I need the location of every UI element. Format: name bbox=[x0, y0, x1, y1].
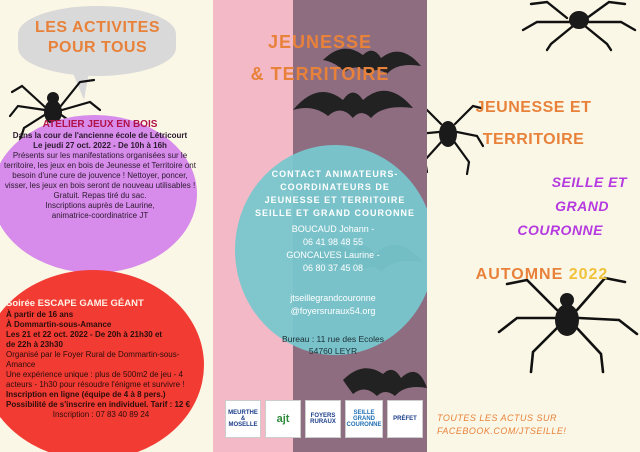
footer-line2[interactable]: FACEBOOK.COM/JTSEILLE! bbox=[437, 426, 567, 436]
escape-age: À partir de 16 ans bbox=[6, 310, 74, 319]
atelier-price: Gratuit. Repas tiré du sac. bbox=[53, 191, 147, 200]
address-line1: Bureau : 11 rue des Ecoles bbox=[282, 334, 384, 344]
partner-logos bbox=[225, 396, 423, 442]
season-year: 2022 bbox=[568, 266, 609, 283]
middle-panel bbox=[213, 0, 427, 452]
person2-name: GONCALVES Laurine - bbox=[286, 250, 380, 260]
seille-line3: COURONNE bbox=[517, 222, 603, 238]
contact-heading-line1: CONTACT ANIMATEURS- bbox=[271, 169, 399, 179]
email-line2[interactable]: @foyersruraux54.org bbox=[290, 306, 376, 316]
seille-line2: GRAND bbox=[555, 198, 609, 214]
facebook-footer[interactable] bbox=[437, 412, 633, 438]
right-title-line1: JEUNESSE ET bbox=[475, 99, 592, 116]
ajt-logo: ajt bbox=[265, 400, 301, 438]
atelier-inscriptions-line1: Inscriptions auprès de Laurine, bbox=[45, 201, 155, 210]
contact-heading-line4: SEILLE ET GRAND COURONNE bbox=[254, 208, 415, 218]
escape-experience: Une expérience unique : plus de 500m2 de jeu - 4 acteurs - 1h30 pour résoudre l'énigme et survivre ! bbox=[6, 370, 185, 389]
escape-block bbox=[6, 298, 196, 420]
contact-email[interactable] bbox=[253, 292, 413, 318]
atelier-location: Dans la cour de l'ancienne école de Létricourt bbox=[12, 131, 188, 140]
right-panel bbox=[427, 0, 640, 452]
activities-heading-line1: LES ACTIVITES bbox=[34, 19, 161, 36]
atelier-inscriptions-line2: animatrice-coordinatrice JT bbox=[51, 211, 149, 220]
prefet-logo: PRÉFET bbox=[387, 400, 423, 438]
atelier-description: Présents sur les manifestations organisées sur le territoire, les jeux en bois de Jeunesse et Territoire ont besoin d'une cure de jouvence ! Nettoyer, poncer, visser, les jeux en bois seront de nouveau utilisables ! bbox=[4, 151, 196, 190]
middle-title bbox=[213, 26, 427, 90]
spider-icon bbox=[517, 0, 637, 50]
seille-line1: SEILLE ET bbox=[551, 174, 627, 190]
atelier-title: ATELIER JEUX EN BOIS bbox=[42, 119, 158, 130]
address-line2: 54760 LEYR bbox=[308, 346, 358, 356]
escape-individual: Possibilité de s'inscrire en individuel. Tarif : 12 € bbox=[6, 400, 191, 409]
contact-heading bbox=[243, 168, 427, 220]
atelier-block bbox=[0, 119, 200, 221]
footer-line1: TOUTES LES ACTUS SUR bbox=[437, 413, 558, 423]
person2-phone: 06 80 37 45 08 bbox=[302, 263, 364, 273]
person1-phone: 06 41 98 48 55 bbox=[302, 237, 364, 247]
meurthe-et-moselle-logo: MEURTHE & MOSELLE bbox=[225, 400, 261, 438]
season-heading bbox=[447, 266, 637, 284]
escape-inscription: Inscription en ligne (équipe de 4 à 8 pers.) bbox=[6, 390, 166, 399]
contact-address bbox=[253, 333, 413, 357]
activities-heading bbox=[20, 18, 175, 58]
email-line1[interactable]: jtseillegrandcouronne bbox=[290, 293, 376, 303]
seille-grand-couronne-logo: SEILLE GRAND COURONNE bbox=[345, 400, 383, 438]
escape-dates-line1: Les 21 et 22 oct. 2022 - De 20h à 21h30 et bbox=[6, 330, 163, 339]
escape-dates-line2: de 22h à 23h30 bbox=[6, 340, 63, 349]
middle-title-line2: & TERRITOIRE bbox=[250, 64, 390, 84]
right-title-line2: TERRITOIRE bbox=[482, 131, 585, 148]
escape-title: Soirée ESCAPE GAME GÉANT bbox=[6, 298, 144, 309]
activities-heading-line2: POUR TOUS bbox=[47, 39, 148, 56]
contact-heading-line2: COORDINATEURS DE bbox=[280, 182, 390, 192]
person1-name: BOUCAUD Johann - bbox=[291, 224, 375, 234]
seille-heading bbox=[497, 170, 627, 242]
right-title bbox=[427, 92, 640, 156]
foyers-ruraux-logo: FOYERS RURAUX bbox=[305, 400, 341, 438]
escape-phone: Inscription : 07 83 40 89 24 bbox=[52, 410, 150, 419]
left-panel bbox=[0, 0, 213, 452]
middle-title-line1: JEUNESSE bbox=[267, 32, 373, 52]
escape-place: À Dommartin-sous-Amance bbox=[6, 320, 112, 329]
escape-organizer: Organisé par le Foyer Rural de Dommartin-sous-Amance bbox=[6, 350, 180, 369]
contact-people bbox=[253, 223, 413, 275]
contact-heading-line3: JEUNESSE ET TERRITOIRE bbox=[264, 195, 406, 205]
atelier-date: Le jeudi 27 oct. 2022 - De 10h à 16h bbox=[33, 141, 167, 150]
season-word: AUTOMNE bbox=[475, 266, 564, 283]
